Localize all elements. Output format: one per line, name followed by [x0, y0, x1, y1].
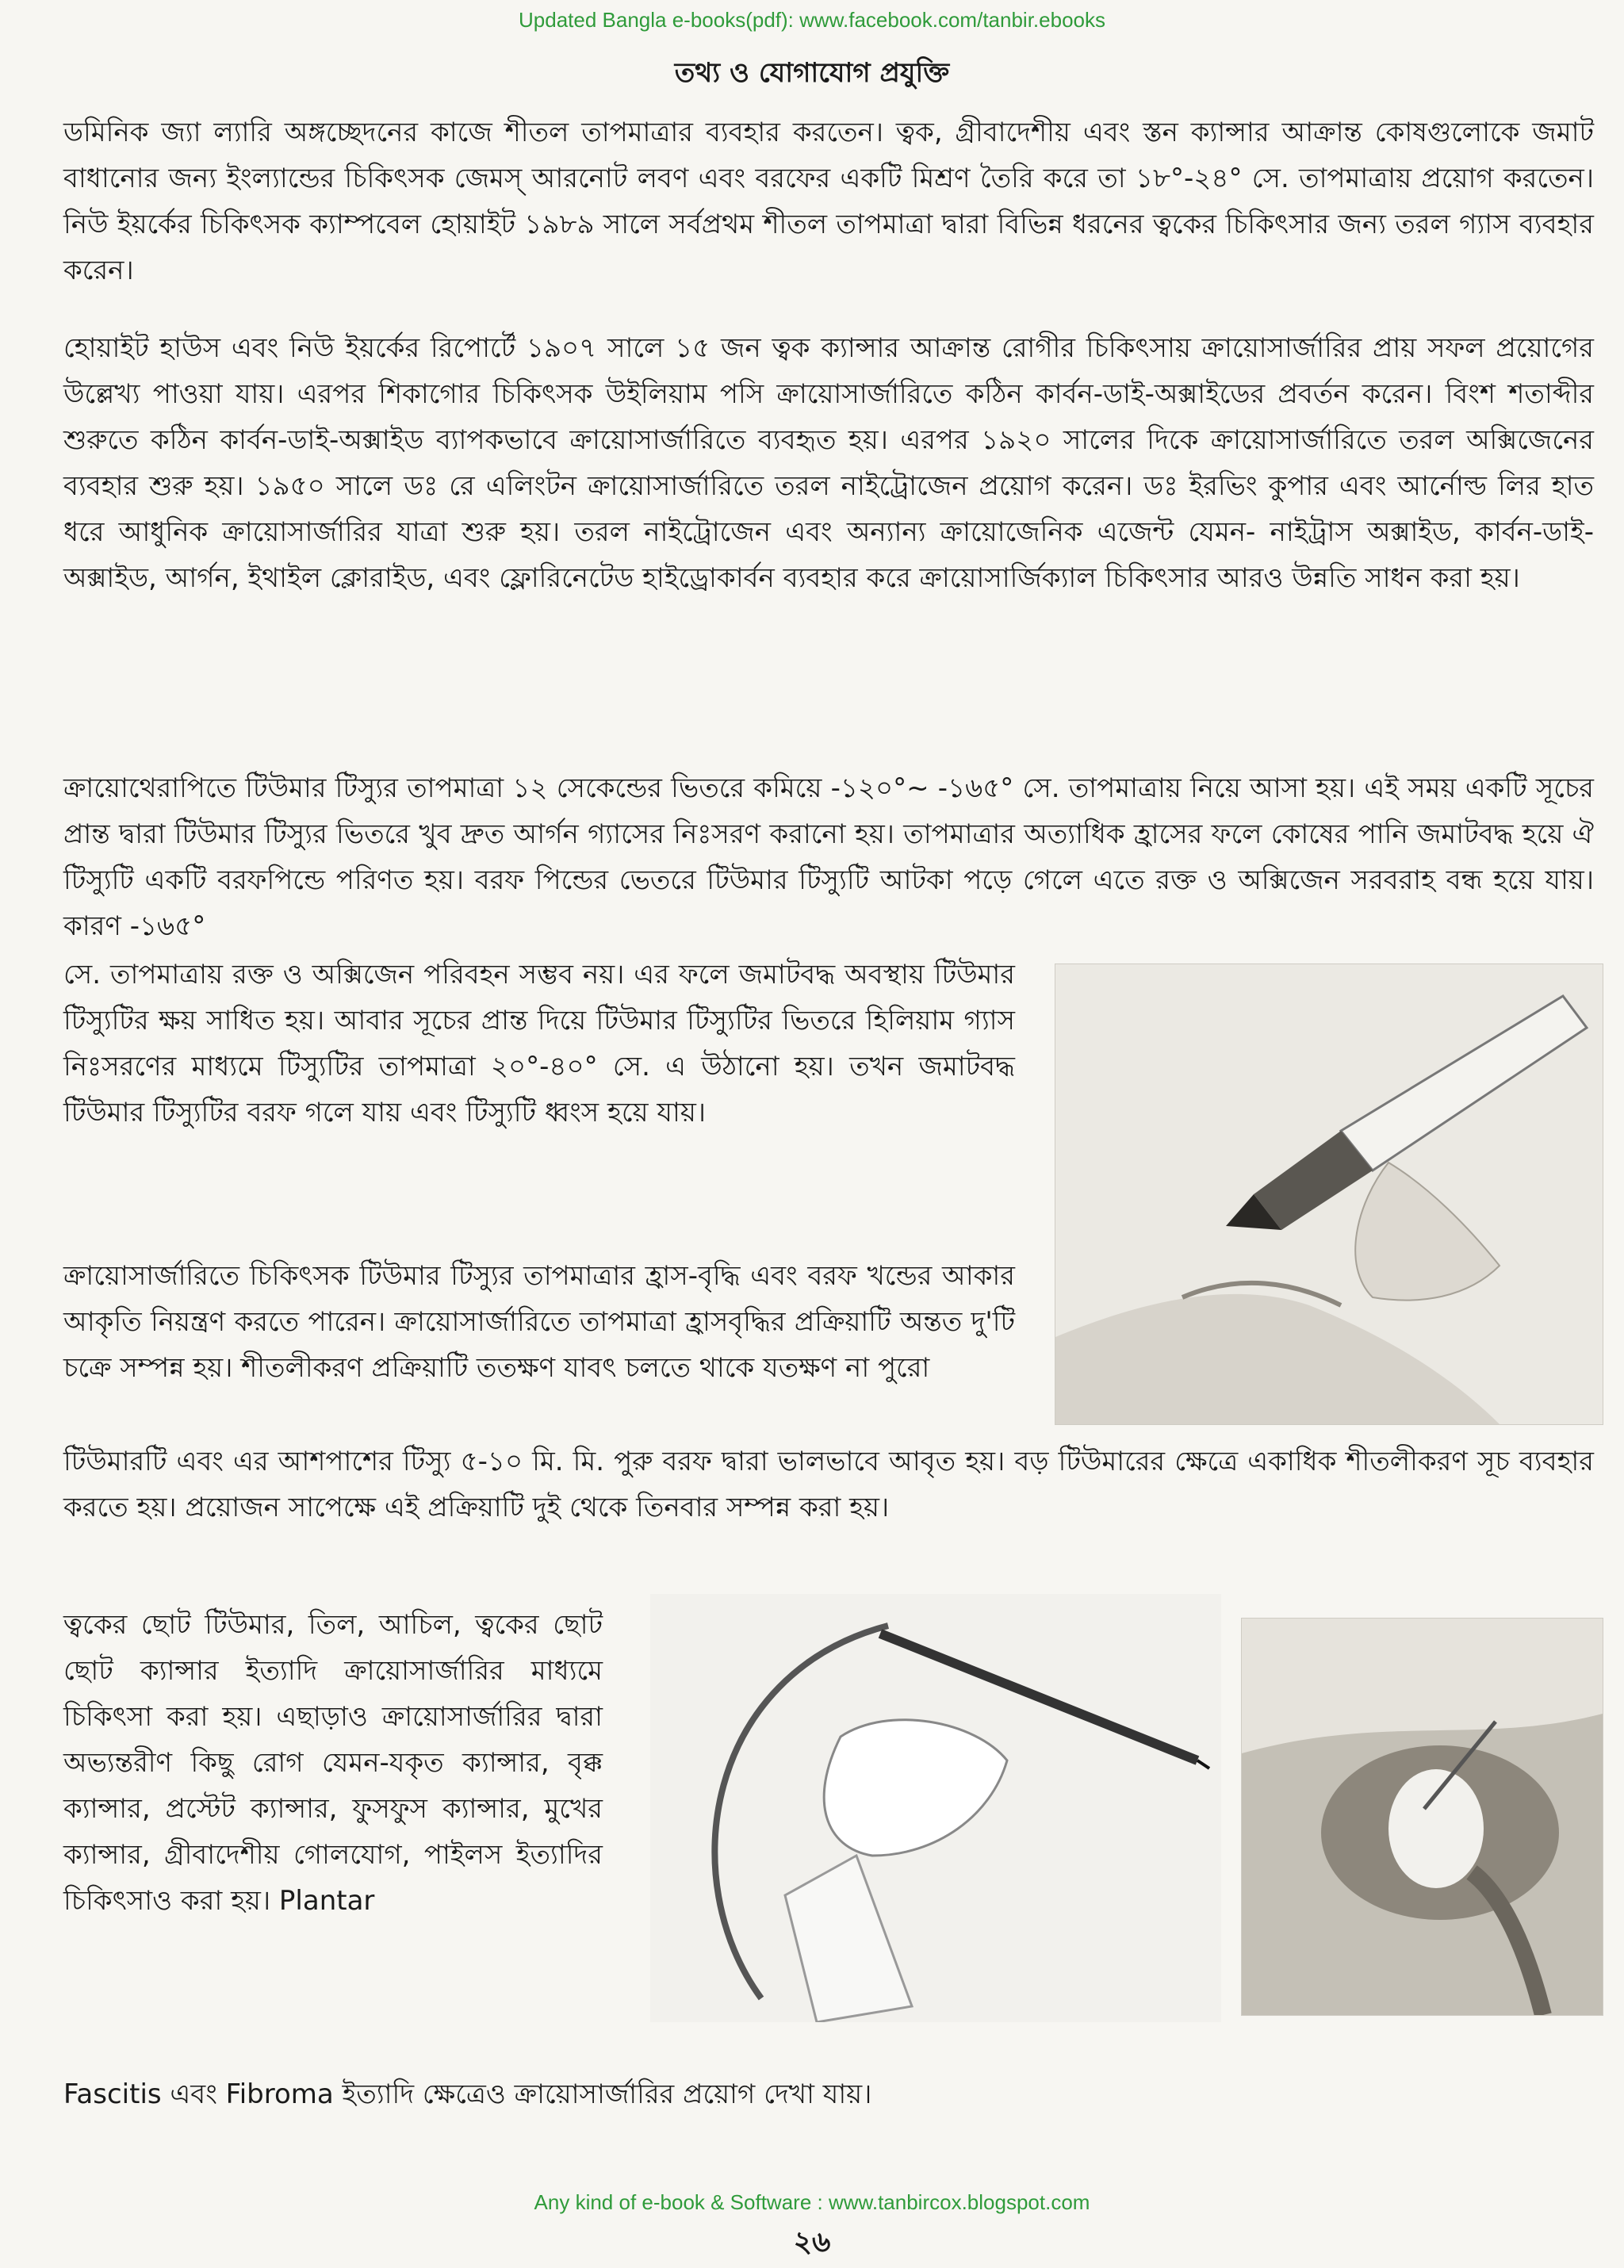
tissue-photo	[1241, 1618, 1603, 2016]
cryoprobe-hand-illustration	[1055, 964, 1603, 1425]
paragraph-applications: ত্বকের ছোট টিউমার, তিল, আচিল, ত্বকের ছোট ছোট ক্যান্সার ইত্যাদি ক্রায়োসার্জারির মাধ্যমে চিকিৎসা করা হয়। এছাড়াও ক্রায়োসার্জারির দ্বারা অভ্যন্তরীণ কিছু রোগ যেমন-যকৃত ক্যান্সার, বৃক্ক ক্যান্সার, প্রস্টেট ক্যান্সার, ফুসফুস ক্যান্সার, মুখের ক্যান্সার, গ্রীবাদেশীয় গোলযোগ, পাইলস ইত্যাদির চিকিৎসাও করা হয়। Plantar	[63, 1609, 603, 1917]
paragraph-other-uses: Fascitis এবং Fibroma ইত্যাদি ক্ষেত্রেও ক্রায়োসার্জারির প্রয়োগ দেখা যায়।	[63, 2078, 872, 2110]
paragraph-cryotherapy: ক্রায়োথেরাপিতে টিউমার টিস্যুর তাপমাত্রা ১২ সেকেন্ডের ভিতরে কমিয়ে -১২০°~ -১৬৫° সে. তাপমাত্রায় নিয়ে আসা হয়। এই সময় একটি সূচের প্রান্ত দ্বারা টিউমার টিস্যুর ভিতরে খুব দ্রুত আর্গন গ্যাসের নিঃসরণ করানো হয়। তাপমাত্রার অত্যাধিক হ্রাসের ফলে কোষের পানি জমাটবদ্ধ হয়ে ঐ টিস্যুটি একটি বরফপিন্ডে পরিণত হয়। বরফ পিন্ডের ভেতরে টিউমার টিস্যুটি আটকা পড়ে গেলে এতে রক্ত ও অক্সিজেন সরবরাহ বন্ধ হয়ে যায়। কারণ -১৬৫°	[63, 772, 1594, 942]
bottom-link[interactable]: Any kind of e-book & Software : www.tanbircox.blogspot.com	[534, 2190, 1090, 2214]
page-number: ২৬	[793, 2226, 831, 2258]
page-header: তথ্য ও যোগাযোগ প্রযুক্তি	[674, 57, 950, 89]
top-link[interactable]: Updated Bangla e-books(pdf): www.facebook.com/tanbir.ebooks	[519, 8, 1105, 32]
paragraph-development: হোয়াইট হাউস এবং নিউ ইয়র্কের রিপোর্টে ১৯০৭ সালে ১৫ জন ত্বক ক্যান্সার আক্রান্ত রোগীর চিকিৎসায় ক্রায়োসার্জারির প্রায় সফল প্রয়োগের উল্লেখ্য পাওয়া যায়। এরপর শিকাগোর চিকিৎসক উইলিয়াম পসি ক্রায়োসার্জারিতে কঠিন কার্বন-ডাই-অক্সাইডের প্রবর্তন করেন। বিংশ শতাব্দীর শুরুতে কঠিন কার্বন-ডাই-অক্সাইড ব্যাপকভাবে ক্রায়োসার্জারিতে ব্যবহৃত হয়। এরপর ১৯২০ সালের দিকে ক্রায়োসার্জারিতে তরল অক্সিজেনের ব্যবহার শুরু হয়। ১৯৫০ সালে ডঃ রে এলিংটন ক্রায়োসার্জারিতে তরল নাইট্রোজেন প্রয়োগ করেন। ডঃ ইরভিং কুপার এবং আর্নোল্ড লির হাত ধরে আধুনিক ক্রায়োসার্জারির যাত্রা শুরু হয়। তরল নাইট্রোজেন এবং অন্যান্য ক্রায়োজেনিক এজেন্ট যেমন- নাইট্রাস অক্সাইড, কার্বন-ডাই-অক্সাইড, আর্গন, ইথাইল ক্লোরাইড, এবং ফ্লোরিনেটেড হাইড্রোকার্বন ব্যবহার করে ক্রায়োসার্জিক্যাল চিকিৎসার আরও উন্নতি সাধন করা হয়।	[63, 332, 1594, 594]
surgical-instrument-illustration	[650, 1594, 1221, 2022]
paragraph-coverage: টিউমারটি এবং এর আশপাশের টিস্যু ৫-১০ মি. মি. পুরু বরফ দ্বারা ভালভাবে আবৃত হয়। বড় টিউমারের ক্ষেত্রে একাধিক শীতলীকরণ সূচ ব্যবহার করতে হয়। প্রয়োজন সাপেক্ষে এই প্রক্রিয়াটি দুই থেকে তিনবার সম্পন্ন করা হয়।	[63, 1446, 1594, 1523]
paragraph-freezing: সে. তাপমাত্রায় রক্ত ও অক্সিজেন পরিবহন সম্ভব নয়। এর ফলে জমাটবদ্ধ অবস্থায় টিউমার টিস্যুটির ক্ষয় সাধিত হয়। আবার সূচের প্রান্ত দিয়ে টিউমার টিস্যুটির ভিতরে হিলিয়াম গ্যাস নিঃসরণের মাধ্যমে টিস্যুটির তাপমাত্রা ২০°-৪০° সে. এ উঠানো হয়। তখন জমাটবদ্ধ টিউমার টিস্যুটির বরফ গলে যায় এবং টিস্যুটি ধ্বংস হয়ে যায়।	[63, 959, 1015, 1128]
paragraph-history: ডমিনিক জ্যা ল্যারি অঙ্গচ্ছেদনের কাজে শীতল তাপমাত্রার ব্যবহার করতেন। ত্বক, গ্রীবাদেশীয় এবং স্তন ক্যান্সার আক্রান্ত কোষগুলোকে জমাট বাধানোর জন্য ইংল্যান্ডের চিকিৎসক জেমস্ আরনোট লবণ এবং বরফের একটি মিশ্রণ তৈরি করে তা ১৮°-২৪° সে. তাপমাত্রায় প্রয়োগ করতেন। নিউ ইয়র্কের চিকিৎসক ক্যাম্পবেল হোয়াইট ১৯৮৯ সালে সর্বপ্রথম শীতল তাপমাত্রা দ্বারা বিভিন্ন ধরনের ত্বকের চিকিৎসার জন্য তরল গ্যাস ব্যবহার করেন।	[63, 117, 1594, 286]
paragraph-control: ক্রায়োসার্জারিতে চিকিৎসক টিউমার টিস্যুর তাপমাত্রার হ্রাস-বৃদ্ধি এবং বরফ খন্ডের আকার আকৃতি নিয়ন্ত্রণ করতে পারেন। ক্রায়োসার্জারিতে তাপমাত্রা হ্রাসবৃদ্ধির প্রক্রিয়াটি অন্তত দু'টি চক্রে সম্পন্ন হয়। শীতলীকরণ প্রক্রিয়াটি ততক্ষণ যাবৎ চলতে থাকে যতক্ষণ না পুরো	[63, 1260, 1015, 1384]
